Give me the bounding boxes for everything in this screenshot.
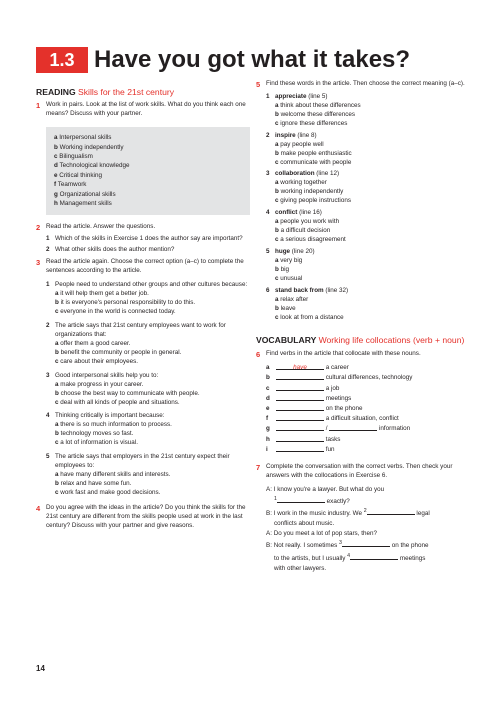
collocation-list: a have a career b cultural differences, technology c a job d meetings e on the phone f a difficult situation, conflict g / information h tasks i fun xyxy=(266,364,413,453)
exercise-5: 5 Find these words in the article. Then choose the correct meaning (a–c). 1 appreciate (line 5) a think about these differences b welcome these differences c ignore these differences 2 inspire (line 8) a pay people well b make people enthusiastic c communicate with people 3 collaboration (line 12) a working together b working independently c giving people instructions 4 conflict (line 16) a people you work with b a difficult decision c a serious disagreement 5 huge (line 20) a very big b big c unusual 6 stand back from (line 32) a relax after b leave c look at from a distance xyxy=(256,80,465,321)
right-column xyxy=(256,80,470,574)
exercise-4: 4 Do you agree with the ideas in the article? Do you think the skills for the 21st century are different from the skills people used at work in the last century? Discuss with your partner and give reasons. xyxy=(36,503,246,529)
skills-list: a Interpersonal skills b Working independently c Bilingualism d Technological knowledge e Critical thinking f Teamwork g Organizational skills h Management skills xyxy=(46,127,250,215)
conversation: A: I know you're a lawyer. But what do you $^1$ exactly? B: I work in the music industry. We $^2$ legal conflicts about music. A: Do you meet a lot of pop stars, then? B: Not really. I sometimes $^3$ on the phone to the artists, but I usually $^4$ meetings with other lawyers. xyxy=(266,485,430,572)
exercise-1: 1 Work in pairs. Look at the list of work skills. What do you think each one means? Discuss with your partner. xyxy=(36,101,246,118)
vocabulary-heading: VOCABULARY Working life collocations (verb + noun) xyxy=(256,335,465,346)
unit-badge: 1.3 xyxy=(36,47,88,73)
exercise-7: 7 Complete the conversation with the correct verbs. Then check your answers with the collocations in Exercise 6. xyxy=(256,462,453,479)
exercise-6: 6 Find verbs in the article that collocate with these nouns. xyxy=(256,349,421,359)
unit-header xyxy=(36,46,410,74)
left-column xyxy=(36,86,250,531)
exercise-2: 2 Read the article. Answer the questions. 1 Which of the skills in Exercise 1 does the author say are important? 2 What other skills does the author mention? xyxy=(36,222,243,254)
page-number: 14 xyxy=(36,664,45,673)
reading-heading: READING Skills for the 21st century xyxy=(36,87,175,97)
exercise-3: 3 Read the article again. Choose the correct option (a–c) to complete the sentences according to the article. 1 People need to understand other groups and other cultures because: a it will help them get a better job. b it is everyone's personal responsibility to do this. c everyone in the world is connected today. 2 The article says that 21st century employees want to work for organizations that: a offer them a good career. b benefit the community or people in general. c care about their employees. 3 Good interpersonal skills help you to: a make progress in your career. b choose the best way to communicate with people. c deal with all kinds of people and situations. 4 Thinking critically is important because: a there is so much information to process. b technology moves so fast. c a lot of information is visual. 5 The article says that employers in the 21st century expect their employees to: a have many different skills and interests. b relax and have some fun. c work fast and make good decisions. xyxy=(36,258,248,496)
page-title: Have you got what it takes? xyxy=(94,46,411,73)
